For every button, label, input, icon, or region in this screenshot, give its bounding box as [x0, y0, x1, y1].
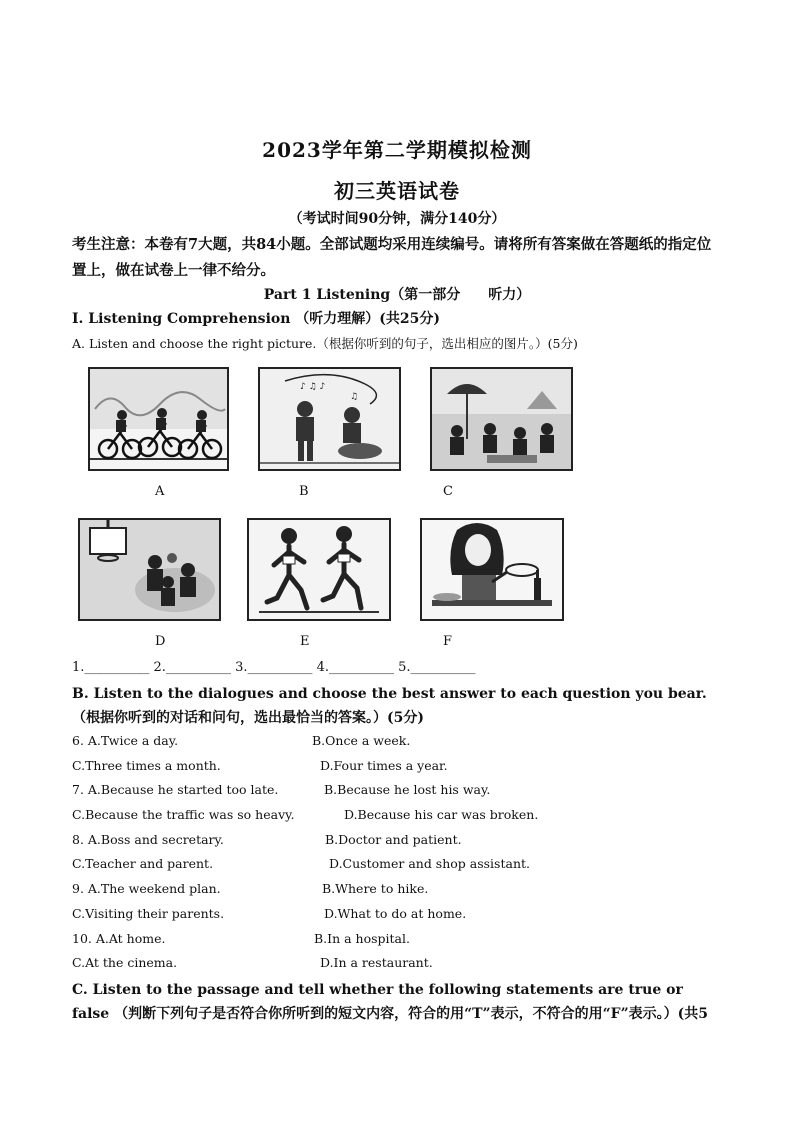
picture-a-label: A	[155, 484, 165, 499]
q10-option-b: B.In a hospital.	[314, 931, 410, 946]
picture-c-beach	[430, 367, 573, 471]
picture-e-runners	[247, 518, 391, 621]
exam-title: 2023学年第二学期模拟检测	[262, 138, 532, 162]
picture-c-label: C	[443, 484, 453, 499]
q6-option-a: 6. A.Twice a day.	[72, 733, 179, 748]
q9-option-a: 9. A.The weekend plan.	[72, 881, 221, 896]
q7-option-c: C.Because the traffic was so heavy.	[72, 807, 295, 822]
part1-heading: Part 1 Listening（第一部分 听力）	[263, 287, 531, 303]
q7-option-b: B.Because he lost his way.	[324, 782, 491, 797]
singers-illustration	[260, 369, 399, 469]
q9-option-c: C.Visiting their parents.	[72, 906, 225, 921]
picture-b-label: B	[299, 484, 309, 499]
q10-option-d: D.In a restaurant.	[320, 955, 433, 970]
sectionB-instruction: B. Listen to the dialogues and choose the best answer to each question you bear.（根据你听到的对话和问句，选出最恰当的答案。）(5分)	[72, 686, 707, 726]
q10-option-a: 10. A.At home.	[72, 931, 166, 946]
q10-option-c: C.At the cinema.	[72, 955, 178, 970]
svg-text:♫: ♫	[350, 392, 359, 402]
picture-d-label: D	[155, 634, 166, 649]
cyclists-illustration	[90, 369, 227, 469]
q8-option-c: C.Teacher and parent.	[72, 856, 214, 871]
svg-text:♪ ♫ ♪: ♪ ♫ ♪	[300, 382, 326, 392]
q6-option-d: D.Four times a year.	[320, 758, 448, 773]
q7-option-a: 7. A.Because he started too late.	[72, 782, 279, 797]
q8-option-d: D.Customer and shop assistant.	[329, 856, 530, 871]
q9-option-b: B.Where to hike.	[322, 881, 429, 896]
q6-option-b: B.Once a week.	[312, 733, 411, 748]
beach-illustration	[432, 369, 571, 469]
q8-option-a: 8. A.Boss and secretary.	[72, 832, 224, 847]
picture-d-basketball	[78, 518, 221, 621]
q7-option-d: D.Because his car was broken.	[344, 807, 539, 822]
exam-time-note: （考试时间90分钟，满分140分）	[288, 211, 506, 227]
picture-a-cyclists	[88, 367, 229, 471]
section1-heading: I. Listening Comprehension （听力理解）(共25分)	[72, 311, 441, 327]
answer-blanks: 1.__________ 2.__________ 3.__________ 4.__________ 5.__________	[72, 660, 476, 675]
exam-subtitle: 初三英语试卷	[334, 179, 460, 203]
runners-illustration	[249, 520, 389, 619]
basketball-illustration	[80, 520, 219, 619]
q8-option-b: B.Doctor and patient.	[325, 832, 462, 847]
sectionA-instruction: A. Listen and choose the right picture.（根据你听到的句子，选出相应的图片。）(5分)	[72, 336, 578, 351]
cooking-illustration	[422, 520, 562, 619]
picture-f-cooking	[420, 518, 564, 621]
exam-notice: 考生注意：本卷有7大题，共84小题。全部试题均采用连续编号。请将所有答案做在答题纸的指定位置上，做在试卷上一律不给分。	[72, 236, 712, 279]
picture-f-label: F	[443, 634, 453, 649]
q9-option-d: D.What to do at home.	[324, 906, 467, 921]
picture-e-label: E	[300, 634, 310, 649]
picture-b-singers	[258, 367, 401, 471]
q6-option-c: C.Three times a month.	[72, 758, 221, 773]
sectionC-instruction: C. Listen to the passage and tell whether the following statements are true or false （判断下列句子是否符合你所听到的短文内容，符合的用“T”表示，不符合的用“F”表示。）(共5	[72, 982, 709, 1022]
